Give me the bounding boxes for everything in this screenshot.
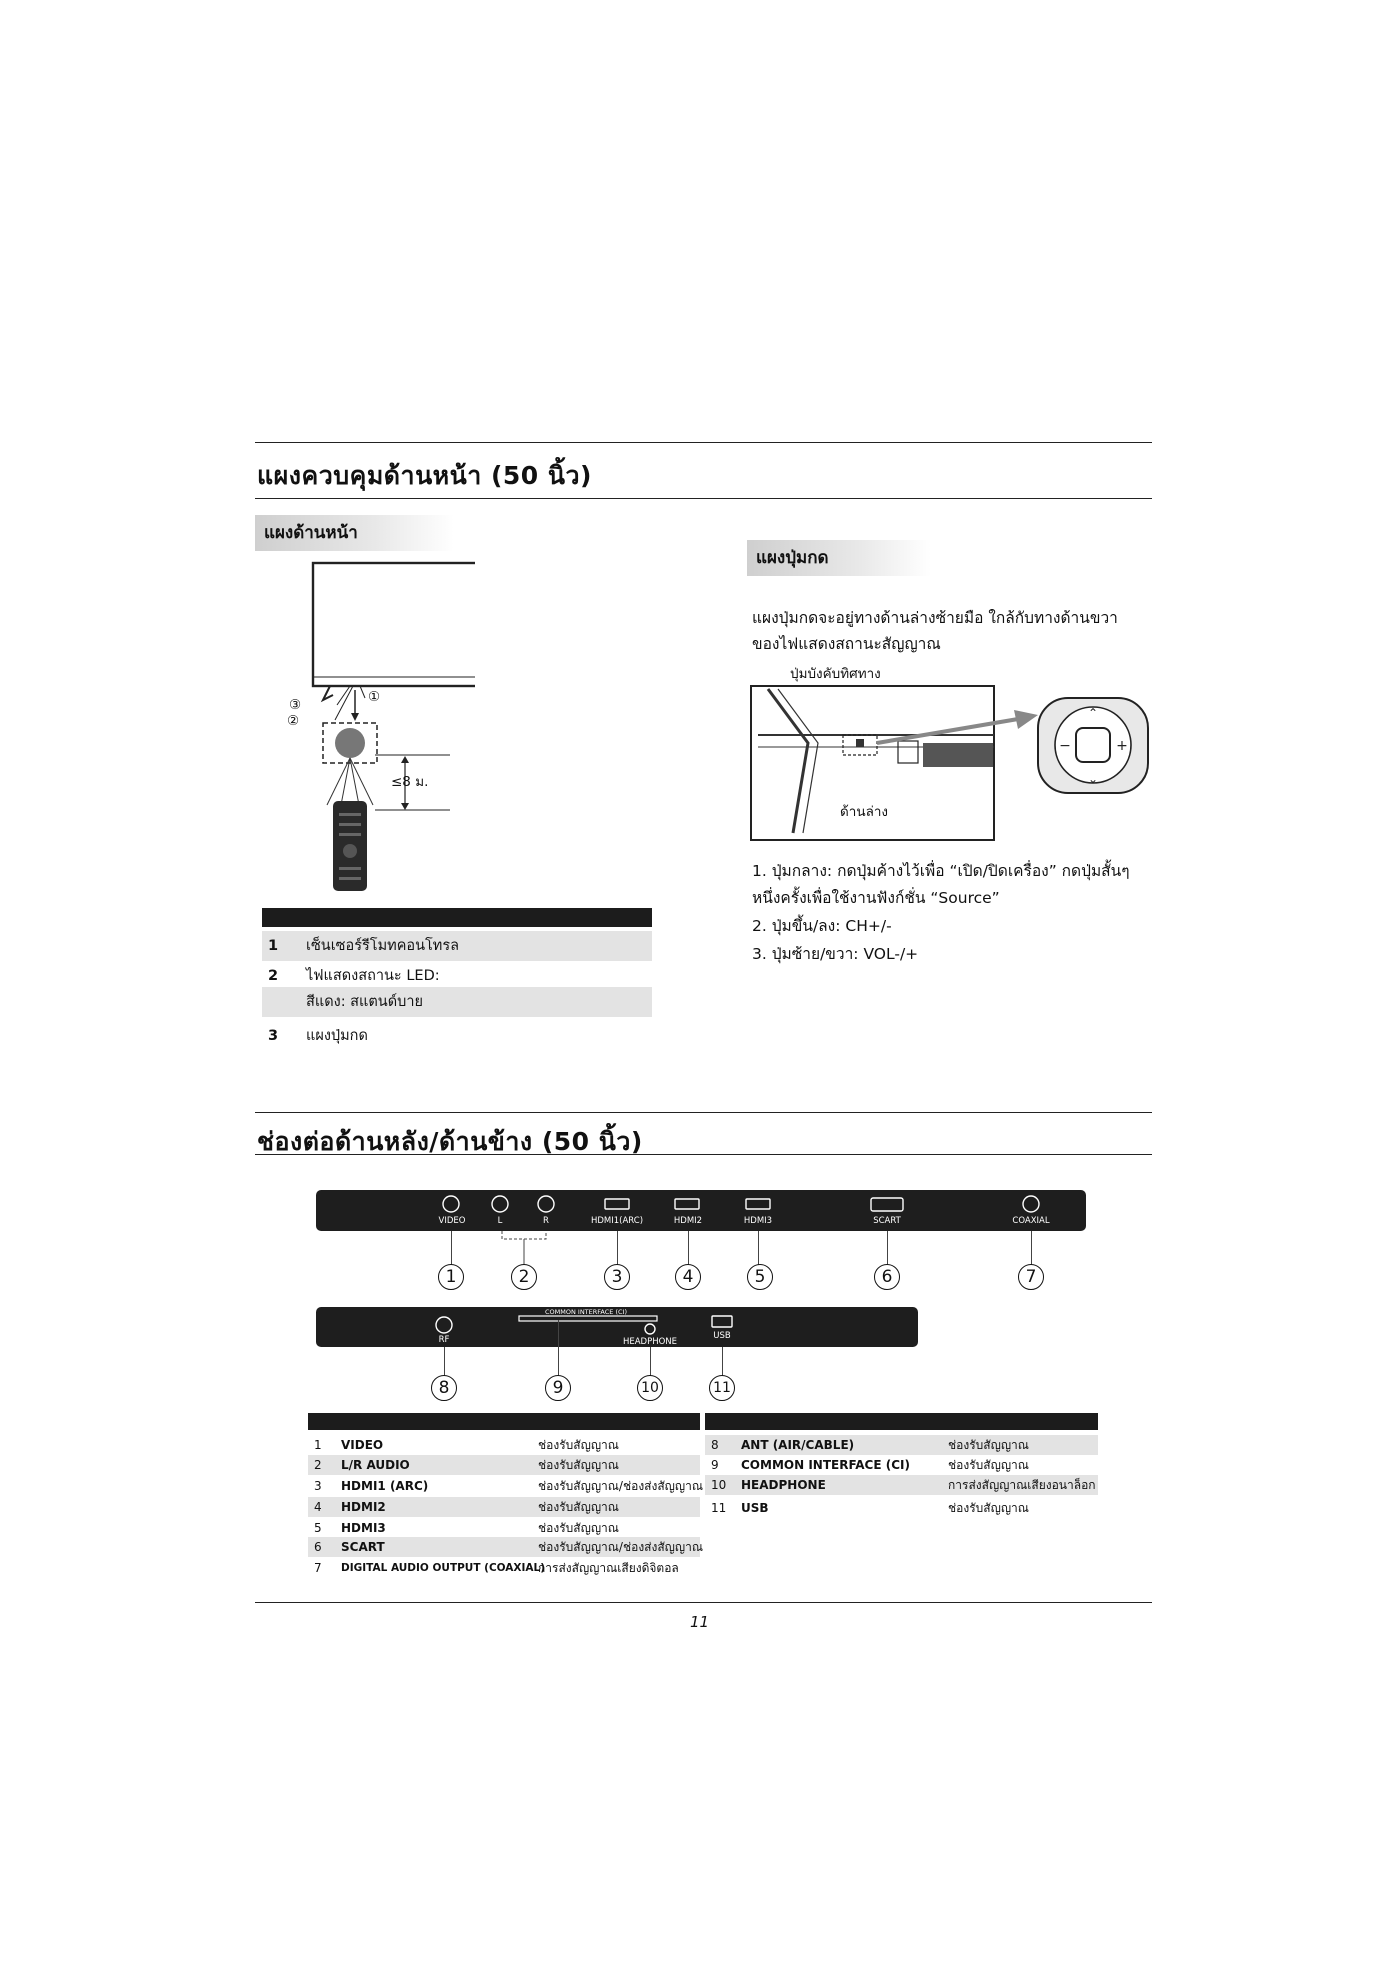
callout-2: 2	[511, 1264, 537, 1290]
port-label-hdmi2: HDMI2	[673, 1216, 703, 1226]
table-row: 8 ANT (AIR/CABLE) ช่องรับสัญญาณ	[705, 1435, 1098, 1455]
section2-title-rule	[255, 1154, 1152, 1155]
callout-9: 9	[545, 1375, 571, 1401]
svg-text:+: +	[1116, 738, 1128, 754]
callout-5: 5	[747, 1264, 773, 1290]
callout-8: 8	[431, 1375, 457, 1401]
table-row: 11 USB ช่องรับสัญญาณ	[711, 1501, 1029, 1515]
keypad-item: 3. ปุ่มซ้าย/ขวา: VOL-/+	[752, 945, 919, 963]
table-row: 5 HDMI3 ช่องรับสัญญาณ	[314, 1521, 619, 1535]
section1-title: แผงควบคุมด้านหน้า (50 นิ้ว)	[257, 461, 592, 490]
front-table-row: 2 ไฟแสดงสถานะ LED:	[268, 968, 440, 984]
port-label-headphone: HEADPHONE	[622, 1337, 678, 1347]
table-row: 10 HEADPHONE การส่งสัญญาณเสียงอนาล็อก	[705, 1475, 1098, 1495]
left-table-header	[308, 1413, 700, 1430]
joystick-label: ปุ่มบังคับทิศทาง	[790, 666, 881, 682]
front-table-header	[262, 908, 652, 927]
table-row: 9 COMMON INTERFACE (CI) ช่องรับสัญญาณ	[711, 1458, 1029, 1472]
port-label-r: R	[543, 1216, 549, 1226]
keypad-desc-line1: แผงปุ่มกดจะอยู่ทางด้านล่างซ้ายมือ ใกล้กับทางด้านขวา	[752, 609, 1118, 627]
port-label-hdmi1: HDMI1(ARC)	[590, 1216, 644, 1226]
svg-text:−: −	[1059, 738, 1071, 754]
top-rule	[255, 442, 1152, 443]
port-label-rf: RF	[438, 1335, 450, 1345]
tv-front-illustration	[275, 555, 475, 895]
keypad-item: หนึ่งครั้งเพื่อใช้งานฟังก์ชั่น “Source”	[752, 889, 1000, 907]
front-table-row: สีแดง: สแตนด์บาย	[262, 987, 652, 1017]
svg-text:⌄: ⌄	[1087, 772, 1099, 786]
page-number: 11	[690, 1613, 710, 1631]
callout-4: 4	[675, 1264, 701, 1290]
callout-6: 6	[874, 1264, 900, 1290]
table-row: 6 SCART ช่องรับสัญญาณ/ช่องส่งสัญญาณ	[308, 1537, 700, 1557]
section2-title: ช่องต่อด้านหลัง/ด้านข้าง (50 นิ้ว)	[257, 1127, 643, 1156]
keypad-desc-line2: ของไฟแสดงสถานะสัญญาณ	[752, 635, 941, 653]
callout-3: ③	[289, 697, 302, 713]
port-label-coaxial: COAXIAL	[1012, 1216, 1050, 1226]
callout-1: 1	[438, 1264, 464, 1290]
keypad-illustration	[748, 683, 1158, 843]
section2-top-rule	[255, 1112, 1152, 1113]
table-row: 7 DIGITAL AUDIO OUTPUT (COAXIAL) การส่งสัญญาณเสียงดิจิตอล	[314, 1561, 679, 1575]
front-panel-tag: แผงด้านหน้า	[255, 515, 454, 551]
port-label-video: VIDEO	[438, 1216, 466, 1226]
keypad-tag: แผงปุ่มกด	[747, 540, 931, 576]
port-label-ci: COMMON INTERFACE (CI)	[544, 1308, 627, 1316]
port-label-scart: SCART	[873, 1216, 901, 1226]
table-row: 2 L/R AUDIO ช่องรับสัญญาณ	[308, 1455, 700, 1475]
keypad-item: 1. ปุ่มกลาง: กดปุ่มค้างไว้เพื่อ “เปิด/ปิดเครื่อง” กดปุ่มสั้นๆ	[752, 862, 1130, 880]
callout-11: 11	[709, 1375, 735, 1401]
port-label-usb: USB	[713, 1331, 731, 1341]
callout-1: ①	[368, 689, 381, 705]
footer-rule	[255, 1602, 1152, 1603]
table-row: 4 HDMI2 ช่องรับสัญญาณ	[308, 1497, 700, 1517]
port-label-hdmi3: HDMI3	[743, 1216, 773, 1226]
right-table-header	[705, 1413, 1098, 1430]
callout-10: 10	[637, 1375, 663, 1401]
callout-7: 7	[1018, 1264, 1044, 1290]
bottom-label: ด้านล่าง	[840, 804, 889, 820]
callout-2: ②	[287, 713, 300, 729]
svg-text:⌃: ⌃	[1087, 706, 1099, 720]
section1-title-rule	[255, 498, 1152, 499]
table-row: 3 HDMI1 (ARC) ช่องรับสัญญาณ/ช่องส่งสัญญาณ	[314, 1479, 703, 1493]
lr-bracket	[500, 1231, 550, 1267]
front-table-row: 1 เซ็นเซอร์รีโมทคอนโทรล	[262, 931, 652, 961]
keypad-item: 2. ปุ่มขึ้น/ลง: CH+/-	[752, 917, 892, 935]
front-table-row: 3 แผงปุ่มกด	[268, 1028, 368, 1044]
table-row: 1 VIDEO ช่องรับสัญญาณ	[314, 1438, 619, 1452]
distance-label: ≤8 ม.	[391, 774, 429, 790]
callout-3: 3	[604, 1264, 630, 1290]
port-label-l: L	[497, 1216, 503, 1226]
